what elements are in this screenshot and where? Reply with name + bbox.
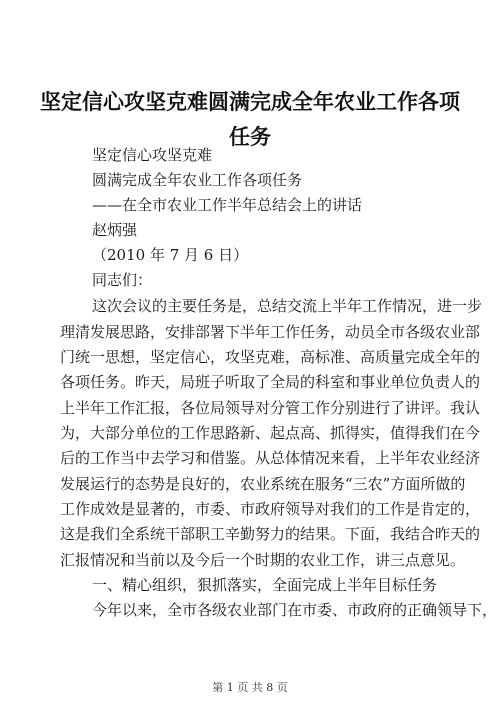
document-title: [40, 84, 460, 154]
paragraph-1-line: 各项任务。昨天，局班子听取了全局的科室和事业单位负责人的: [60, 373, 481, 391]
paragraph-1-line: 汇报情况和当前以及今后一个时期的农业工作，讲三点意见。: [60, 551, 466, 569]
paragraph-1-line: 上半年工作汇报，各位局领导对分管工作分别进行了讲评。我认: [60, 399, 481, 417]
author-name: 赵炳强: [92, 221, 138, 239]
title-line-2: 任务: [229, 124, 271, 149]
subtitle-1: 坚定信心攻坚克难: [92, 146, 213, 164]
paragraph-1-line: 工作成效是显著的，市委、市政府领导对我们的工作是肯定的，: [60, 500, 481, 518]
paragraph-1-line: 为，大部分单位的工作思路新、起点高、抓得实，值得我们在今: [60, 424, 481, 442]
paragraph-1-line: 后的工作当中去学习和借鉴。从总体情况来看，上半年农业经济: [60, 449, 481, 467]
section-1-heading: 一、精心组织，狠抓落实，全面完成上半年目标任务: [92, 576, 438, 594]
subtitle-2: 圆满完成全年农业工作各项任务: [92, 171, 303, 189]
paragraph-2-line: 今年以来，全市各级农业部门在市委、市政府的正确领导下，: [92, 601, 498, 619]
paragraph-1-line: 这是我们全系统干部职工辛勤努力的结果。下面，我结合昨天的: [60, 525, 481, 543]
salutation: 同志们：: [92, 271, 153, 289]
page-footer: 第 1 页 共 8 页: [212, 681, 288, 694]
title-line-1: 坚定信心攻坚克难圆满完成全年农业工作各项: [40, 89, 460, 114]
paragraph-1-line: 理清发展思路，安排部署下半年工作任务，动员全市各级农业部: [60, 323, 481, 341]
paragraph-1-line: 这次会议的主要任务是，总结交流上半年工作情况，进一步: [92, 297, 483, 315]
subtitle-3: ——在全市农业工作半年总结会上的讲话: [92, 196, 363, 214]
paragraph-1-line: 发展运行的态势是良好的，农业系统在服务“三农”方面所做的: [60, 475, 466, 493]
speech-date: （2010 年 7 月 6 日）: [92, 246, 249, 264]
paragraph-1-line: 门统一思想，坚定信心，攻坚克难，高标准、高质量完成全年的: [60, 348, 481, 366]
